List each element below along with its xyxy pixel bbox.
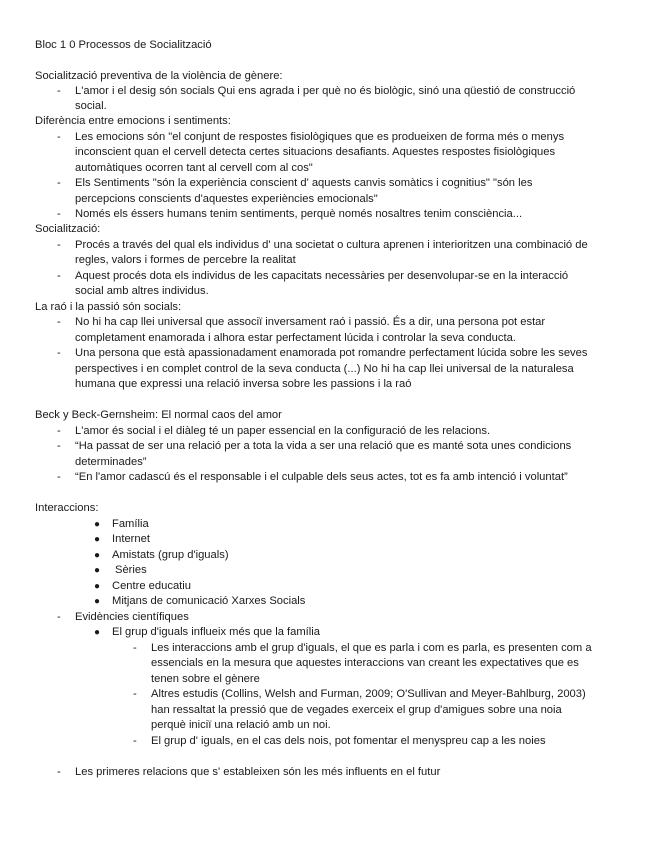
dash-marker: - [57, 270, 61, 282]
dash-marker: - [57, 766, 61, 778]
list-item: completament enamorada i alhora estar perfectament lúcida i controlar la seva conducta. [75, 332, 516, 344]
bullet-item: Centre educatiu [112, 580, 191, 592]
dash-marker: - [57, 208, 61, 220]
dash-marker: - [57, 425, 61, 437]
list-item: Altres estudis (Collins, Welsh and Furman, 2009; O'Sullivan and Meyer-Bahlburg, 2003) [151, 688, 586, 700]
dash-marker: - [133, 688, 137, 700]
dash-marker: - [57, 131, 61, 143]
dash-marker: - [57, 177, 61, 189]
list-item: Les emocions són "el conjunt de respostes fisiològiques que es produeixen de forma més o menys [75, 131, 565, 143]
section-heading: Beck y Beck-Gernsheim: El normal caos del amor [35, 409, 282, 421]
list-item: “Ha passat de ser una relació per a tota la vida a ser una relació que es manté sota unes condicions [75, 440, 572, 452]
bullet-marker: ● [94, 519, 101, 530]
bullet-item: Amistats (grup d'iguals) [112, 549, 229, 561]
bullet-item: Mitjans de comunicació Xarxes Socials [112, 595, 306, 607]
list-item: social. [75, 100, 107, 112]
dash-marker: - [133, 642, 137, 654]
list-item: Les interaccions amb el grup d'iguals, el que es parla i com es parla, es presenten com a [151, 642, 592, 654]
list-item: tenen sobre el gènere [151, 673, 260, 685]
bullet-marker: ● [94, 534, 101, 545]
list-item: perquè iniciï una relació amb un noi. [151, 719, 331, 731]
bullet-marker: ● [94, 596, 101, 607]
bullet-marker: ● [94, 581, 101, 592]
list-item: essencials en la mesura que aquestes interaccions van creant les expectatives que es [151, 657, 579, 669]
bullet-marker: ● [94, 627, 101, 638]
list-item: social amb altres individus. [75, 285, 209, 297]
section-heading: La raó i la passió són socials: [35, 301, 182, 313]
bullet-marker: ● [94, 565, 101, 576]
dash-marker: - [57, 239, 61, 251]
bullet-item: Internet [112, 533, 150, 545]
list-item: Els Sentiments "són la experiència conscient d' aquests canvis somàtics i cognitius" "són les [75, 177, 533, 189]
list-item: Només els éssers humans tenim sentiments, perquè només nosaltres tenim consciència... [75, 208, 523, 220]
section-heading: Interaccions: [35, 502, 99, 514]
list-item: El grup d' iguals, en el cas dels nois, pot fomentar el menyspreu cap a les noies [151, 735, 546, 747]
section-heading: Socialització: [35, 223, 101, 235]
bullet-marker: ● [94, 550, 101, 561]
list-item: automàtiques ocorren tant al cervell com al cos" [75, 162, 313, 174]
dash-marker: - [57, 440, 61, 452]
list-item: Una persona que està apassionadament enamorada pot romandre perfectament lúcida sobre les seves [75, 347, 588, 359]
list-item: percepcions conscients d'aquestes experiències emocionals" [75, 193, 378, 205]
dash-marker: - [57, 85, 61, 97]
list-item: determinades” [75, 456, 147, 468]
bullet-item: Sèries [115, 564, 147, 576]
list-item: No hi ha cap llei universal que associï inversament raó i passió. És a dir, una persona pot estar [75, 316, 546, 328]
dash-marker: - [57, 316, 61, 328]
list-item: humana que expressi una relació inversa sobre les passions i la raó [75, 378, 412, 390]
bullet-item: Família [112, 518, 149, 530]
list-item: L'amor i el desig són socials Qui ens agrada i per què no és biològic, sinó una qüestió de construcció [75, 85, 576, 97]
document-title: Bloc 1 0 Processos de Socialització [35, 39, 212, 51]
list-item: regles, valors i formes de percebre la realitat [75, 254, 296, 266]
dash-marker: - [133, 735, 137, 747]
list-item: Aquest procés dota els individus de les capacitats necessàries per desenvolupar-se en la interacció [75, 270, 569, 282]
list-item: “En l'amor cadascú és el responsable i el culpable dels seus actes, tot es fa amb intenció i voluntat” [75, 471, 568, 483]
list-item: Evidències científiques [75, 611, 189, 623]
list-item: han ressaltat la pressió que de vegades exerceix el grup d'amigues sobre una noia [151, 704, 562, 716]
list-item: L'amor és social i el diàleg té un paper essencial en la configuració de les relacions. [75, 425, 491, 437]
list-item: inconscient quan el cervell detecta certes situacions desafiants. Aquestes respostes fisiològiques [75, 146, 556, 158]
dash-marker: - [57, 471, 61, 483]
list-item: Les primeres relacions que s' estableixen són les més influents en el futur [75, 766, 441, 778]
bullet-item: El grup d'iguals influeix més que la família [112, 626, 320, 638]
section-heading: Socialització preventiva de la violència de gènere: [35, 70, 283, 82]
section-heading: Diferència entre emocions i sentiments: [35, 115, 231, 127]
dash-marker: - [57, 347, 61, 359]
list-item: perspectives i en complet control de la seva conducta (...) No hi ha cap llei universal de la naturalesa [75, 363, 574, 375]
list-item: Procés a través del qual els individus d' una societat o cultura aprenen i interioritzen una combinació de [75, 239, 588, 251]
dash-marker: - [57, 611, 61, 623]
